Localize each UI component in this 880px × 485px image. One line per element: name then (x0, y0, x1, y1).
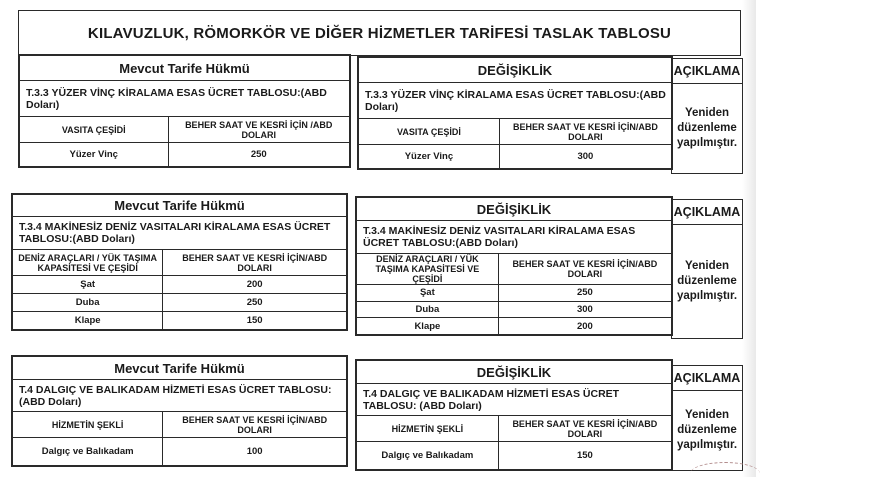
table-subtitle: T.3.4 MAKİNESİZ DENİZ VASITALARI KİRALAMA ESAS ÜCRET TABLOSU:(ABD Doları) (357, 221, 672, 254)
page-edge-shadow (742, 0, 756, 477)
table-subtitle: T.3.3 YÜZER VİNÇ KİRALAMA ESAS ÜCRET TABLOSU:(ABD Doları) (359, 83, 672, 119)
column-header-type: VASITA ÇEŞİDİ (359, 119, 500, 145)
row-label: Yüzer Vinç (20, 143, 169, 167)
row-label: Klape (357, 318, 499, 335)
current-tariff-table-1 (18, 54, 351, 168)
change-header: DEĞİŞİKLİK (357, 198, 672, 221)
row-value: 200 (163, 276, 347, 294)
row-label: Klape (13, 312, 163, 330)
explanation-header: AÇIKLAMA (672, 366, 742, 391)
explanation-box-3 (671, 365, 743, 471)
row-label: Duba (13, 294, 163, 312)
column-header-price: BEHER SAAT VE KESRİ İÇİN/ABD DOLARI (163, 412, 347, 438)
document-title: KILAVUZLUK, RÖMORKÖR VE DİĞER HİZMETLER TARİFESİ TASLAK TABLOSU (18, 10, 741, 56)
change-header: DEĞİŞİKLİK (357, 361, 672, 384)
column-header-type: HİZMETİN ŞEKLİ (357, 416, 499, 442)
change-table-1 (357, 56, 673, 170)
explanation-text: Yeniden düzenleme yapılmıştır. (676, 408, 738, 451)
row-value: 300 (498, 301, 671, 318)
row-label: Yüzer Vinç (359, 145, 500, 169)
row-value: 300 (499, 145, 671, 169)
explanation-header: AÇIKLAMA (672, 200, 742, 225)
explanation-box-2 (671, 199, 743, 339)
change-header: DEĞİŞİKLİK (359, 58, 672, 83)
column-header-type: DENİZ ARAÇLARI / YÜK TAŞIMA KAPASİTESİ VE ÇEŞİDİ (13, 250, 163, 276)
explanation-header: AÇIKLAMA (672, 59, 742, 84)
column-header-price: BEHER SAAT VE KESRİ İÇİN/ABD DOLARI (499, 119, 671, 145)
change-table-2 (355, 196, 673, 336)
column-header-type: DENİZ ARAÇLARI / YÜK TAŞIMA KAPASİTESİ VE ÇEŞİDİ (357, 254, 499, 285)
table-subtitle: T.4 DALGIÇ VE BALIKADAM HİZMETİ ESAS ÜCRET TABLOSU:(ABD Doları) (13, 380, 347, 412)
explanation-text: Yeniden düzenleme yapılmıştır. (676, 106, 738, 149)
column-header-type: VASITA ÇEŞİDİ (20, 117, 169, 143)
table-subtitle: T.3.3 YÜZER VİNÇ KİRALAMA ESAS ÜCRET TABLOSU:(ABD Doları) (20, 81, 350, 117)
row-value: 250 (168, 143, 350, 167)
row-value: 150 (498, 442, 671, 470)
row-value: 200 (498, 318, 671, 335)
row-label: Dalgıç ve Balıkadam (357, 442, 499, 470)
current-tariff-table-2 (11, 193, 348, 331)
current-header: Mevcut Tarife Hükmü (13, 195, 347, 217)
row-label: Dalgıç ve Balıkadam (13, 438, 163, 466)
explanation-box-1 (671, 58, 743, 174)
table-subtitle: T.3.4 MAKİNESİZ DENİZ VASITALARI KİRALAMA ESAS ÜCRET TABLOSU:(ABD Doları) (13, 217, 347, 250)
row-label: Şat (13, 276, 163, 294)
stamp-mark (690, 462, 760, 485)
change-table-3 (355, 359, 673, 471)
column-header-type: HİZMETİN ŞEKLİ (13, 412, 163, 438)
row-label: Şat (357, 285, 499, 302)
current-tariff-table-3 (11, 355, 348, 467)
row-label: Duba (357, 301, 499, 318)
column-header-price: BEHER SAAT VE KESRİ İÇİN/ABD DOLARI (163, 250, 347, 276)
row-value: 100 (163, 438, 347, 466)
current-header: Mevcut Tarife Hükmü (20, 56, 350, 81)
current-header: Mevcut Tarife Hükmü (13, 357, 347, 380)
row-value: 250 (498, 285, 671, 302)
row-value: 250 (163, 294, 347, 312)
column-header-price: BEHER SAAT VE KESRİ İÇİN/ABD DOLARI (498, 254, 671, 285)
explanation-text: Yeniden düzenleme yapılmıştır. (676, 259, 738, 302)
table-subtitle: T.4 DALGIÇ VE BALIKADAM HİZMETİ ESAS ÜCRET TABLOSU: (ABD Doları) (357, 384, 672, 416)
row-value: 150 (163, 312, 347, 330)
column-header-price: BEHER SAAT VE KESRİ İÇİN /ABD DOLARI (168, 117, 350, 143)
column-header-price: BEHER SAAT VE KESRİ İÇİN/ABD DOLARI (498, 416, 671, 442)
